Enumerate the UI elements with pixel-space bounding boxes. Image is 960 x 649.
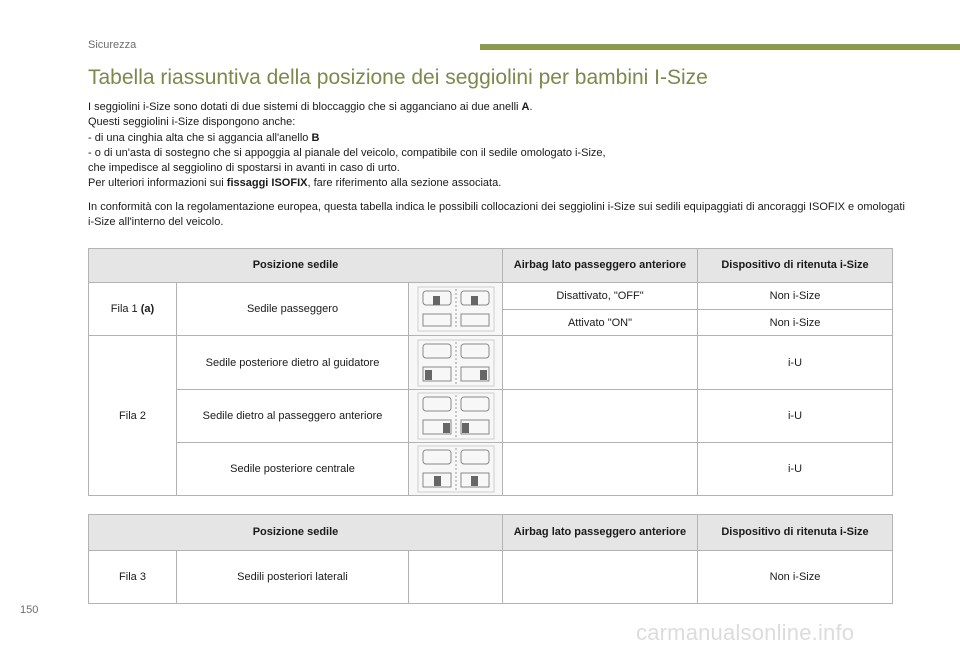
row-label-fila-1: Fila 1 (a) [89, 283, 177, 336]
row-label-fila-2: Fila 2 [89, 336, 177, 496]
airbag-cell [503, 443, 698, 496]
header-airbag: Airbag lato passeggero anteriore [503, 515, 698, 551]
isize-table-row-3 [88, 514, 893, 604]
table-row [89, 390, 893, 443]
seat-diagram [409, 443, 503, 496]
table2-header-row [89, 515, 893, 551]
header-seat-position: Posizione sedile [89, 249, 503, 283]
intro-text [88, 100, 908, 192]
airbag-cell [503, 551, 698, 604]
row-label-fila-3: Fila 3 [89, 551, 177, 604]
watermark: carmanualsonline.info [636, 620, 855, 645]
intro-line-5: che impedisce al seggiolino di spostarsi in avanti in caso di urto. [88, 162, 400, 175]
car-seats-rear-right-icon [416, 392, 496, 440]
value-cell: i-U [698, 390, 893, 443]
intro-line-3: - di una cinghia alta che si aggancia all'anello B [88, 131, 320, 144]
value-cell: i-U [698, 443, 893, 496]
car-seats-front-passenger-icon [416, 286, 496, 332]
airbag-on-cell: Attivato "ON" [503, 310, 698, 336]
table-row [89, 336, 893, 390]
airbag-cell [503, 390, 698, 443]
car-seats-rear-left-icon [416, 339, 496, 387]
table1-header-row [89, 249, 893, 283]
intro-line-6: Per ulteriori informazioni sui fissaggi ISOFIX, fare riferimento alla sezione associata. [88, 177, 502, 190]
intro-line-2: Questi seggiolini i-Size dispongono anche: [88, 116, 296, 129]
header-airbag: Airbag lato passeggero anteriore [503, 249, 698, 283]
car-seats-rear-center-icon [416, 445, 496, 493]
seat-cell: Sedile posteriore dietro al guidatore [177, 336, 409, 390]
seat-cell: Sedile dietro al passeggero anteriore [177, 390, 409, 443]
section-accent-bar [480, 44, 960, 50]
airbag-off-cell: Disattivato, "OFF" [503, 283, 698, 310]
seat-diagram [409, 336, 503, 390]
table-row [89, 443, 893, 496]
section-label: Sicurezza [88, 39, 137, 51]
table-row [89, 283, 893, 310]
value-cell: i-U [698, 336, 893, 390]
seat-diagram [409, 283, 503, 336]
seat-cell: Sedile posteriore centrale [177, 443, 409, 496]
value-cell: Non i-Size [698, 310, 893, 336]
table-row [89, 551, 893, 604]
seat-cell: Sedili posteriori laterali [177, 551, 409, 604]
regulation-paragraph: In conformità con la regolamentazione europea, questa tabella indica le possibili collocazioni dei seggiolini i-Size sui sedili equipaggiati di ancoraggi ISOFIX e omologati i-Size all'interno del veicolo. [88, 201, 905, 229]
header-isize-device: Dispositivo di ritenuta i-Size [698, 515, 893, 551]
value-cell: Non i-Size [698, 283, 893, 310]
airbag-cell [503, 336, 698, 390]
page-number: 150 [20, 604, 39, 616]
seat-cell: Sedile passeggero [177, 283, 409, 336]
seat-diagram [409, 390, 503, 443]
page-title: Tabella riassuntiva della posizione dei seggiolini per bambini I-Size [88, 66, 708, 89]
intro-line-4: - o di un'asta di sostegno che si appoggia al pianale del veicolo, compatibile con il sedile omologato i-Size, [88, 146, 606, 159]
seat-diagram-empty [409, 551, 503, 604]
value-cell: Non i-Size [698, 551, 893, 604]
isize-table-rows-1-2 [88, 248, 893, 496]
intro-line-1: I seggiolini i-Size sono dotati di due sistemi di bloccaggio che si agganciano ai due anelli A. [88, 101, 533, 113]
header-seat-position: Posizione sedile [89, 515, 503, 551]
header-isize-device: Dispositivo di ritenuta i-Size [698, 249, 893, 283]
